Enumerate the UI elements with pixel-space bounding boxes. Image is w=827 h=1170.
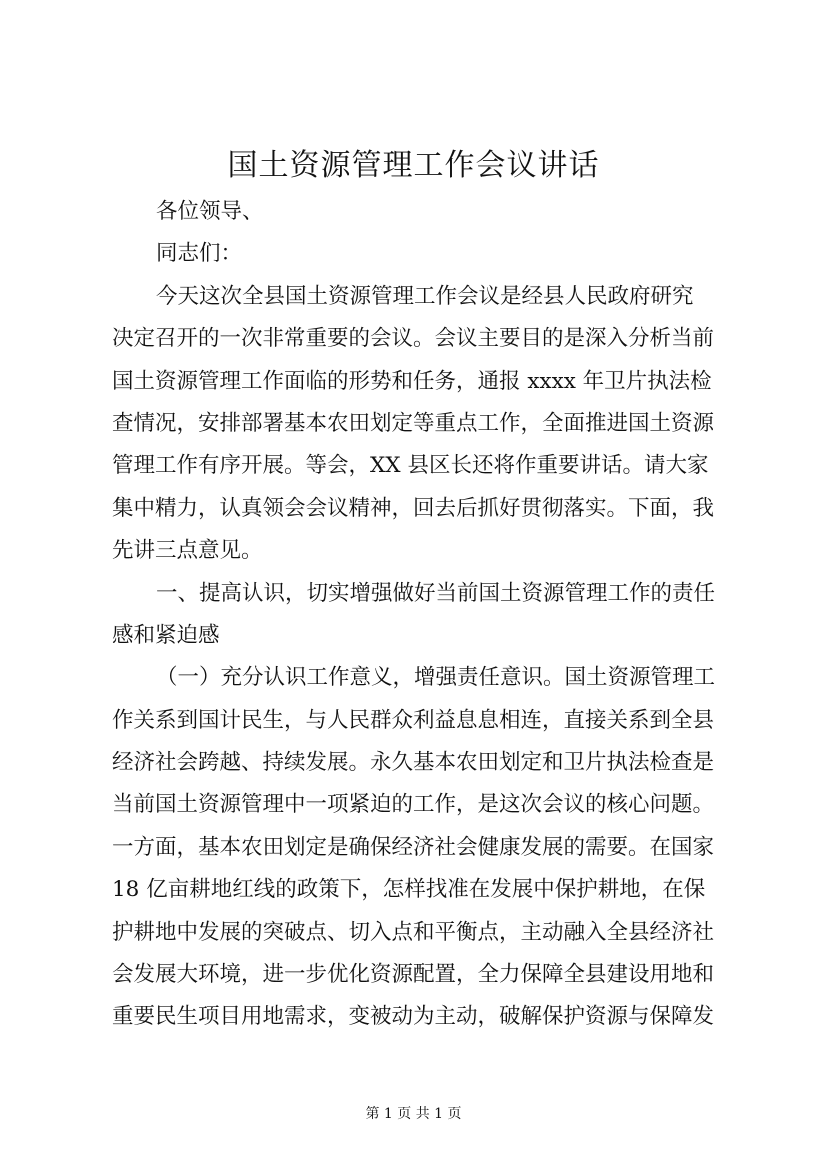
- text-line: 重要民生项目用地需求，变被动为主动，破解保护资源与保障发: [112, 1004, 715, 1030]
- text-line: 经济社会跨越、持续发展。永久基本农田划定和卫片执法检查是: [112, 750, 715, 776]
- text-line: 感和紧迫感: [112, 622, 220, 648]
- text-line: 18 亿亩耕地红线的政策下，怎样找准在发展中保护耕地，在保: [112, 877, 706, 903]
- text-line: 一、提高认识，切实增强做好当前国土资源管理工作的责任: [156, 580, 716, 606]
- text-line: 集中精力，认真领会会议精神，回去后抓好贯彻落实。下面，我: [112, 495, 715, 521]
- text-line: 一方面，基本农田划定是确保经济社会健康发展的需要。在国家: [112, 834, 715, 860]
- text-line: 查情况，安排部署基本农田划定等重点工作，全面推进国土资源: [112, 410, 715, 436]
- text-line: 当前国土资源管理中一项紧迫的工作，是这次会议的核心问题。: [112, 792, 715, 818]
- text-line: 决定召开的一次非常重要的会议。会议主要目的是深入分析当前: [112, 326, 715, 352]
- text-line: 会发展大环境，进一步优化资源配置，全力保障全县建设用地和: [112, 962, 715, 988]
- text-line: 护耕地中发展的突破点、切入点和平衡点，主动融入全县经济社: [112, 919, 715, 945]
- page-footer: 第 1 页 共 1 页: [365, 1106, 462, 1122]
- document-title: 国土资源管理工作会议讲话: [227, 148, 600, 183]
- text-line: 先讲三点意见。: [112, 538, 263, 564]
- text-line: 今天这次全县国土资源管理工作会议是经县人民政府研究: [156, 283, 694, 309]
- text-line: （一）充分认识工作意义，增强责任意识。国土资源管理工: [156, 665, 716, 691]
- text-line: 国土资源管理工作面临的形势和任务，通报 xxxx 年卫片执法检: [112, 368, 712, 394]
- document-body: [112, 191, 737, 1039]
- text-line: 各位领导、: [156, 199, 264, 224]
- text-line: 同志们：: [156, 241, 243, 267]
- text-line: 管理工作有序开展。等会，XX 县区长还将作重要讲话。请大家: [112, 453, 709, 479]
- text-line: 作关系到国计民生，与人民群众利益息息相连，直接关系到全县: [112, 707, 715, 733]
